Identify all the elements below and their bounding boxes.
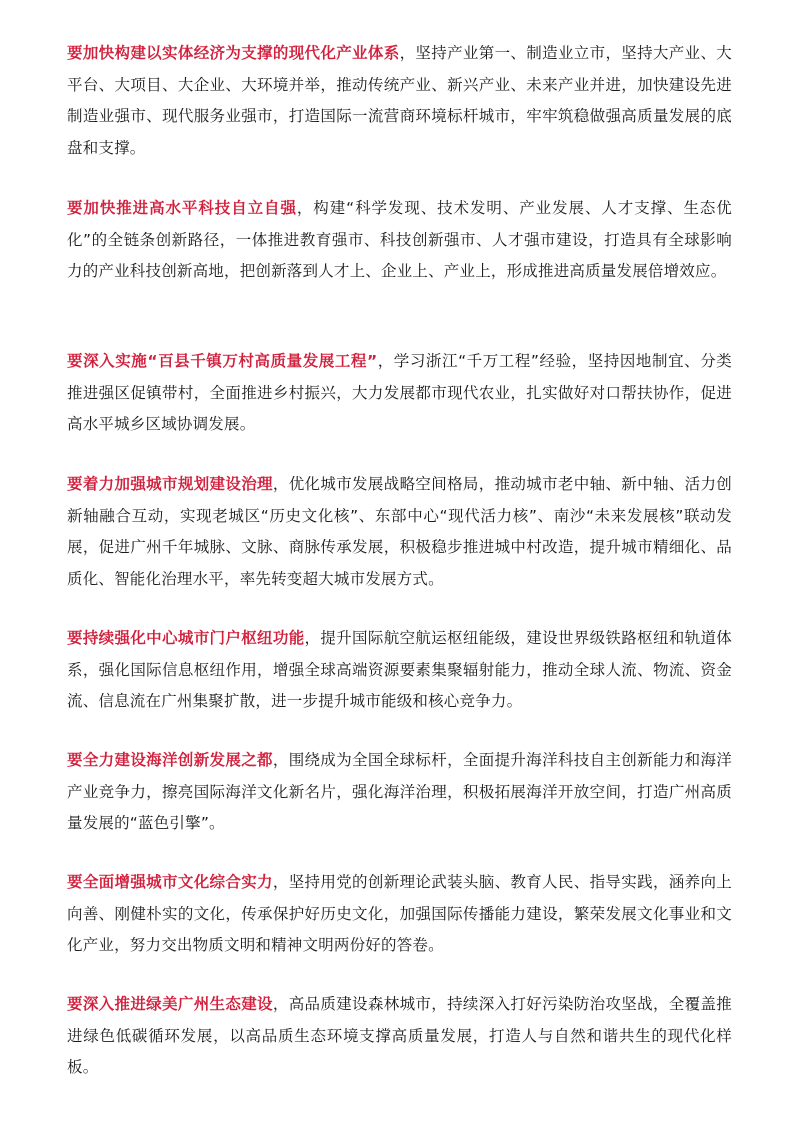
paragraph-lead: 要着力加强城市规划建设治理 [67,475,273,493]
paragraph-lead: 要深入推进绿美广州生态建设 [67,995,273,1013]
paragraph-text: ，坚持产业第一、制造业立市，坚持大产业、大平台、大项目、大企业、大环境并举，推动传统产业、新兴产业、未来产业并进，加快建设先进制造业强市、现代服务业强市，打造国际一流营商环境标杆城市，牢牢筑稳做强高质量发展的底盘和支撑。 [67,44,733,157]
paragraph-lead: 要持续强化中心城市门户枢纽功能 [67,629,305,647]
paragraph-text: ，学习浙江“千万工程”经验，坚持因地制宜、分类推进强区促镇带村，全面推进乡村振兴，大力发展都市现代农业，扎实做好对口帮扶协作，促进高水平城乡区域协调发展。 [67,352,732,433]
paragraph-text: ，提升国际航空航运枢纽能级，建设世界级铁路枢纽和轨道体系，强化国际信息枢纽作用，增强全球高端资源要素集聚辐射能力，推动全球人流、物流、资金流、信息流在广州集聚扩散，进一步提升城市能级和核心竞争力。 [67,629,732,710]
paragraph-text: ，构建“科学发现、技术发明、产业发展、人才支撑、生态优化”的全链条创新路径，一体推进教育强市、科技创新强市、人才强市建设，打造具有全球影响力的产业科技创新高地，把创新落到人才上、企业上、产业上，形成推进高质量发展倍增效应。 [67,199,732,280]
paragraph-gateway-hub [67,623,732,718]
paragraph-lead: 要加快推进高水平科技自立自强 [67,199,297,217]
paragraph-text: ，高品质建设森林城市，持续深入打好污染防治攻坚战，全覆盖推进绿色低碳循环发展，以高品质生态环境支撑高质量发展，打造人与自然和谐共生的现代化样板。 [67,995,732,1076]
paragraph-culture-strength [67,867,732,962]
paragraph-industry-system [67,38,732,164]
paragraph-rural-project [67,346,732,441]
paragraph-lead: 要全面增强城市文化综合实力 [67,873,273,891]
paragraph-text: ，坚持用党的创新理论武装头脑、教育人民、指导实践，涵养向上向善、刚健朴实的文化，传承保护好历史文化，加强国际传播能力建设，繁荣发展文化事业和文化产业，努力交出物质文明和精神文明两份好的答卷。 [67,873,732,954]
paragraph-green-ecology [67,989,732,1084]
paragraph-tech-self-reliance [67,193,732,288]
paragraph-lead: 要深入实施“百县千镇万村高质量发展工程” [67,352,378,370]
paragraph-lead: 要加快构建以实体经济为支撑的现代化产业体系 [67,44,400,62]
paragraph-text: ，优化城市发展战略空间格局，推动城市老中轴、新中轴、活力创新轴融合互动，实现老城区“历史文化核”、东部中心“现代活力核”、南沙“未来发展核”联动发展，促进广州千年城脉、文脉、商脉传承发展，积极稳步推进城中村改造，提升城市精细化、品质化、智能化治理水平，率先转变超大城市发展方式。 [67,475,732,588]
paragraph-text: ，围绕成为全国全球标杆，全面提升海洋科技自主创新能力和海洋产业竞争力，擦亮国际海洋文化新名片，强化海洋治理，积极拓展海洋开放空间，打造广州高质量发展的“蓝色引擎”。 [67,751,732,832]
paragraph-urban-planning [67,469,732,595]
paragraph-ocean-innovation [67,745,732,840]
paragraph-lead: 要全力建设海洋创新发展之都 [67,751,273,769]
